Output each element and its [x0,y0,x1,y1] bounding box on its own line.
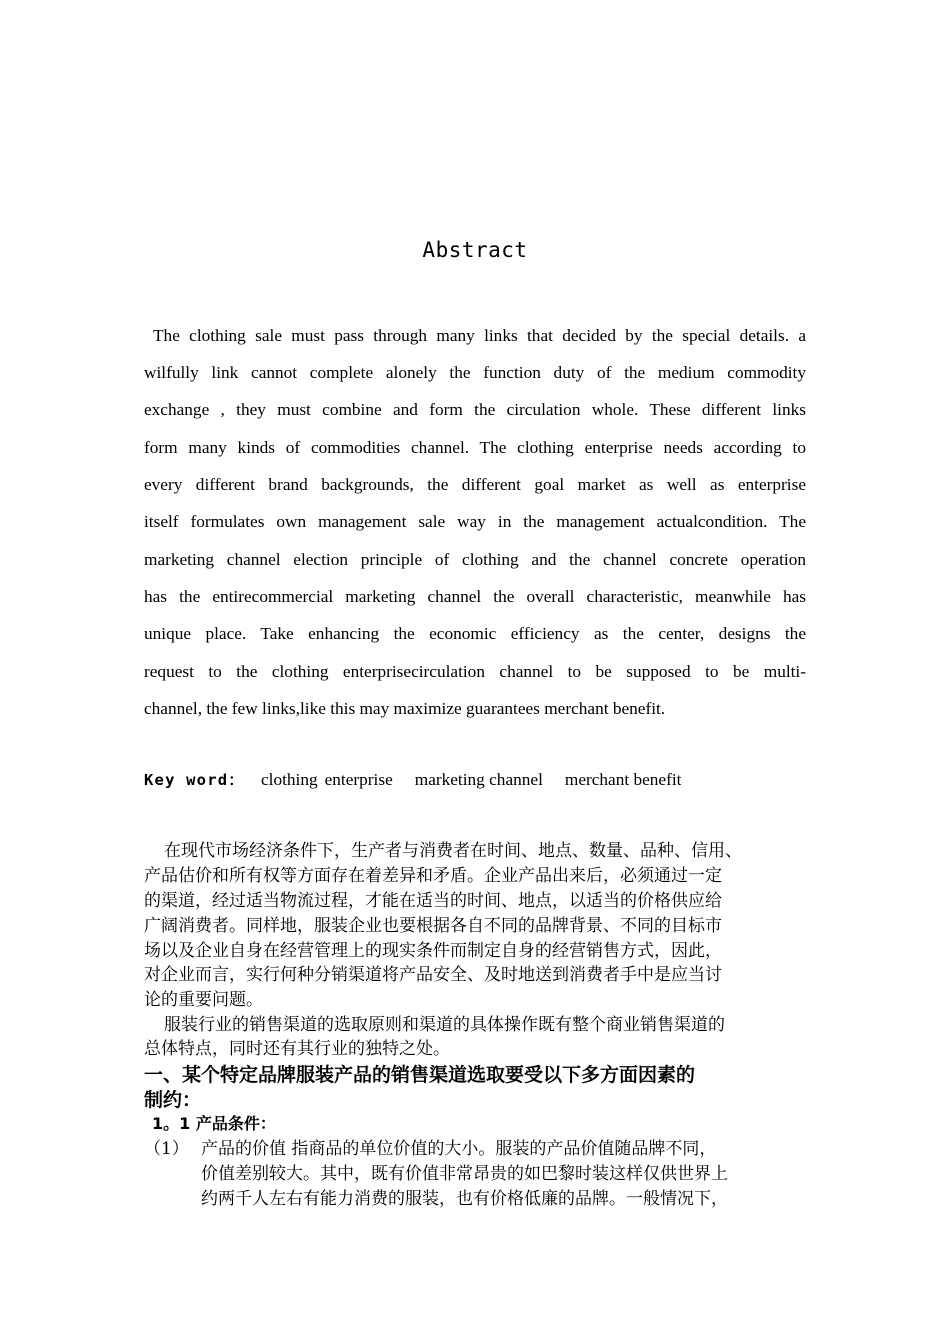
abstract-line: channel, the few links,like this may maximize guarantees merchant benefit. [144,699,666,718]
body-line: 服装行业的销售渠道的选取原则和渠道的具体操作既有整个商业销售渠道的 [164,1015,725,1035]
abstract-line: form many kinds of commodities channel. The clothing enterprise needs according to [144,438,806,457]
abstract-line: itself formulates own management sale way in the management actualcondition. The [144,512,806,531]
body-line: 对企业而言，实行何种分销渠道将产品安全、及时地送到消费者手中是应当讨 [144,965,722,985]
abstract-line: has the entirecommercial marketing channel the overall characteristic, meanwhile has [144,587,806,606]
abstract-title: Abstract [422,238,528,262]
list-item-line: 产品的价值 指商品的单位价值的大小。服装的产品价值随品牌不同， [201,1139,717,1159]
body-line: 场以及企业自身在经营管理上的现实条件而制定自身的经营销售方式，因此， [144,941,722,961]
abstract-line: request to the clothing enterprisecirculation channel to be supposed to be multi- [144,662,806,681]
section-heading-line: 制约： [144,1089,202,1111]
body-line: 产品估价和所有权等方面存在着差异和矛盾。企业产品出来后，必须通过一定 [144,866,722,886]
body-line: 的渠道，经过适当物流过程，才能在适当的时间、地点，以适当的价格供应给 [144,891,722,911]
abstract-line: marketing channel election principle of clothing and the channel concrete operation [144,550,806,569]
abstract-line: unique place. Take enhancing the economic efficiency as the center, designs the [144,624,806,643]
keywords-row [144,768,681,792]
body-line: 论的重要问题。 [144,990,263,1010]
keyword-term: marketing channel [414,770,543,789]
abstract-line: wilfully link cannot complete alonely the function duty of the medium commodity [144,363,806,382]
body-line: 总体特点，同时还有其行业的独特之处。 [144,1039,450,1059]
keyword-term: merchant benefit [564,770,682,789]
body-line: 广阔消费者。同样地，服装企业也要根据各自不同的品牌背景、不同的目标市 [144,916,722,936]
keyword-term: enterprise [324,770,393,789]
abstract-line: exchange , they must combine and form the circulation whole. These different links [144,400,806,419]
list-item-line: 价值差别较大。其中，既有价值非常昂贵的如巴黎时装这样仅供世界上 [201,1164,728,1184]
list-item-marker: （1） [144,1139,189,1159]
abstract-line: The clothing sale must pass through many links that decided by the special details. a [153,326,806,345]
subsection-heading: 1。1 产品条件： [152,1114,276,1133]
keyword-term: clothing [260,770,318,789]
body-line: 在现代市场经济条件下，生产者与消费者在时间、地点、数量、品种、信用、 [164,841,742,861]
keywords-label: Key word： [144,771,245,789]
section-heading-line: 一、某个特定品牌服装产品的销售渠道选取要受以下多方面因素的 [144,1064,696,1086]
list-item-line: 约两千人左右有能力消费的服装，也有价格低廉的品牌。一般情况下， [201,1189,728,1209]
abstract-line: every different brand backgrounds, the different goal market as well as enterprise [144,475,806,494]
